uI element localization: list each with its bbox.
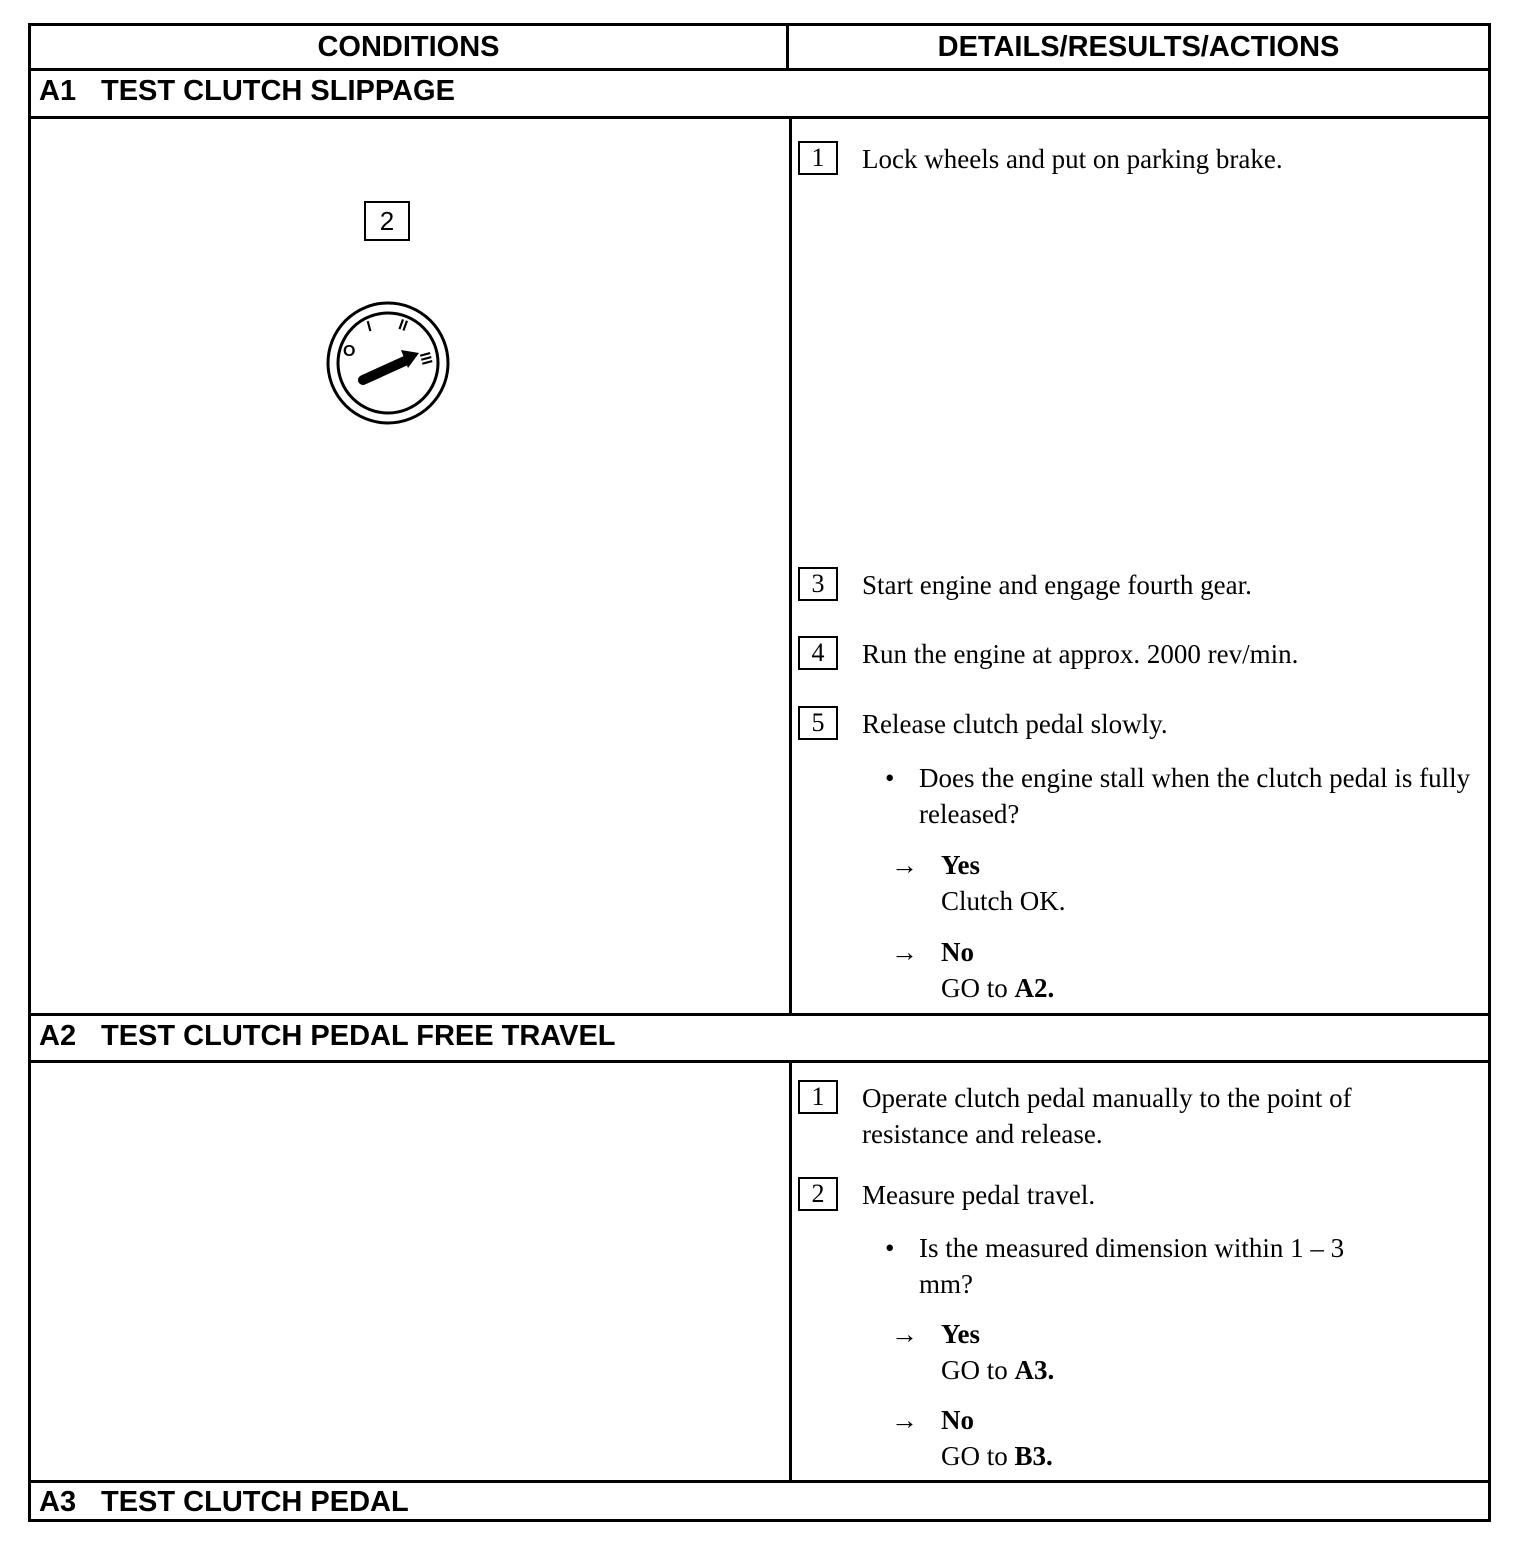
section-a3-id: A3 [39,1486,77,1518]
answer-label: No [941,1405,974,1435]
result-target: A3. [1014,1355,1055,1385]
answer-label: No [941,937,974,967]
divider [31,1060,1488,1063]
result-prefix: GO to [941,1355,1015,1385]
arrow-right-icon: → [891,1405,918,1435]
position-label: O [343,343,356,360]
diagnostic-table [28,23,1491,1522]
result-prefix: GO to [941,973,1015,1003]
result-target: B3. [1014,1441,1053,1471]
bullet-icon: • [885,1233,895,1263]
step-number: 1 [798,141,838,175]
illustration-step-number: 2 [364,201,410,241]
step-number: 4 [798,636,838,670]
step-number: 5 [798,706,838,740]
section-a1-title: TEST CLUTCH SLIPPAGE [101,75,455,107]
position-label: III [415,350,436,367]
result-target: A2. [1014,973,1055,1003]
arrow-right-icon: → [891,850,918,880]
step-text: Run the engine at approx. 2000 rev/min. [862,639,1299,669]
step-number: 2 [798,1177,838,1211]
step-text: Measure pedal travel. [862,1180,1096,1210]
section-a1-header [31,71,1488,119]
answer-result [941,1438,1053,1474]
section-a2-header [31,1016,1488,1060]
step-text: Operate clutch pedal manually to the point of resistance and release. [862,1083,1352,1149]
section-a2-id: A2 [39,1020,77,1052]
position-label: I [365,317,374,336]
answer-result [941,970,1054,1006]
arrow-right-icon: → [891,937,918,967]
details-header: DETAILS/RESULTS/ACTIONS [789,26,1488,71]
section-a3-title: TEST CLUTCH PEDAL [101,1486,409,1518]
answer-label: Yes [941,850,980,880]
position-label: II [396,316,410,335]
answer-result [941,1352,1054,1388]
divider [31,116,1488,119]
result-prefix: GO to [941,1441,1015,1471]
column-divider [789,119,792,1013]
bullet-icon: • [885,763,895,793]
section-a2-title: TEST CLUTCH PEDAL FREE TRAVEL [101,1020,616,1052]
step-text: Start engine and engage fourth gear. [862,570,1252,600]
ignition-switch-icon [323,298,453,428]
answer-label: Yes [941,1319,980,1349]
step-number: 3 [798,567,838,601]
answer-result: Clutch OK. [941,886,1066,916]
section-a3-header [31,1482,1488,1520]
question-text: Is the measured dimension within 1 – 3 mm? [919,1233,1345,1299]
step-number: 1 [798,1080,838,1114]
question-text: Does the engine stall when the clutch pedal is fully released? [919,763,1471,829]
column-divider [789,1063,792,1480]
step-text: Release clutch pedal slowly. [862,709,1168,739]
section-a1-id: A1 [39,75,77,107]
conditions-header: CONDITIONS [31,26,789,71]
step-text: Lock wheels and put on parking brake. [862,144,1283,174]
arrow-right-icon: → [891,1319,918,1349]
